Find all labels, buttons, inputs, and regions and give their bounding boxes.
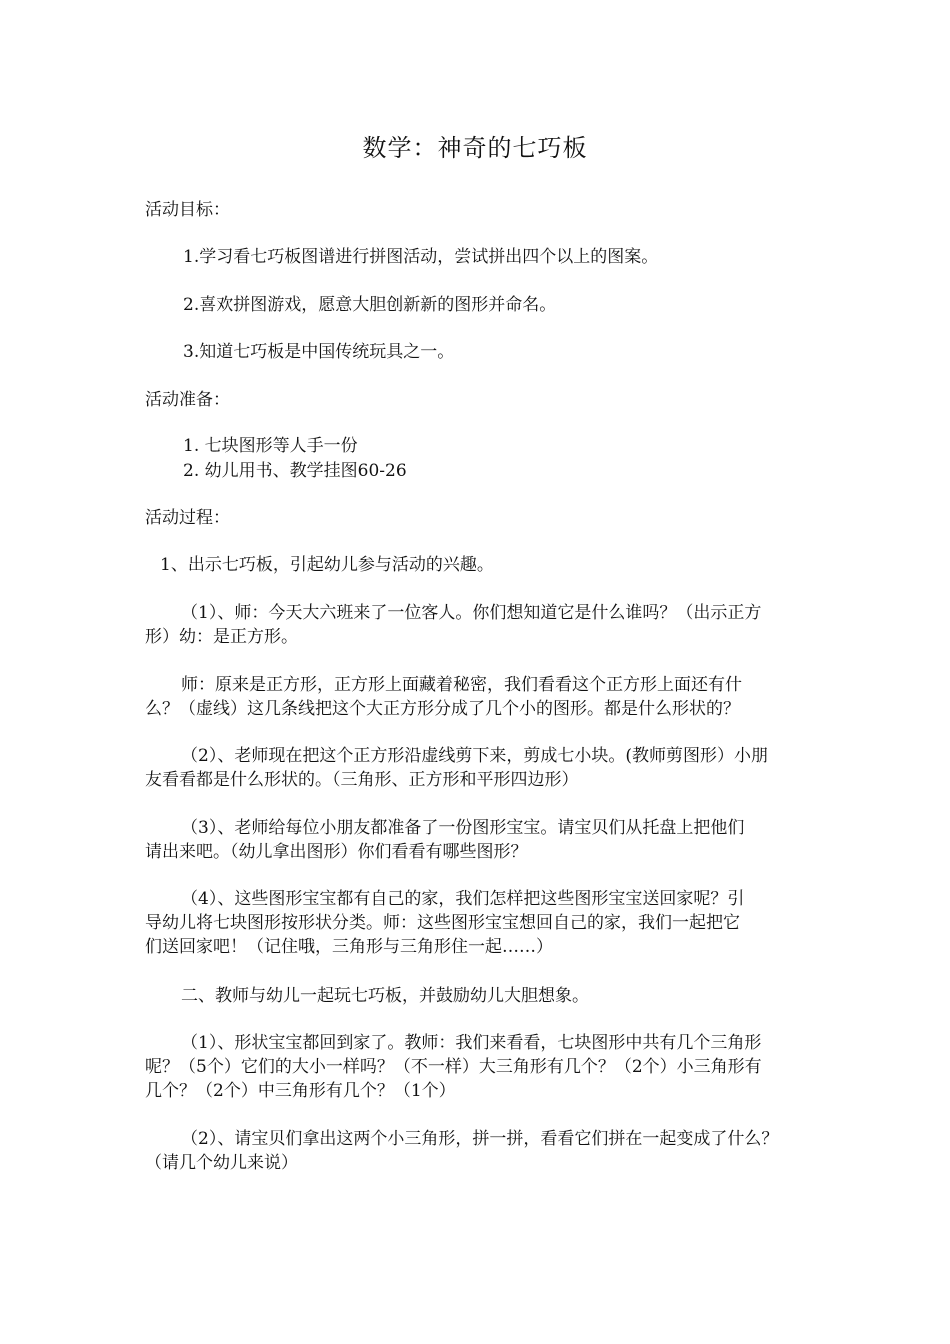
paragraph-4-line-2: 请出来吧。（幼儿拿出图形）你们看看有哪些图形？: [145, 842, 528, 862]
goal-item-2: 2.喜欢拼图游戏，愿意大胆创新新的图形并命名。: [183, 295, 557, 315]
process-heading: 活动过程：: [145, 508, 230, 528]
paragraph-6-line-2: 呢？（5个）它们的大小一样吗？（不一样）大三角形有几个？（2个）小三角形有: [145, 1057, 762, 1077]
paragraph-5-line-1: （4）、这些图形宝宝都有自己的家，我们怎样把这些图形宝宝送回家呢？引: [181, 889, 745, 909]
prep-heading: 活动准备：: [145, 390, 230, 410]
prep-item-1: 1. 七块图形等人手一份: [183, 436, 358, 456]
paragraph-7: [145, 1127, 817, 1175]
step-2-heading: 二、教师与幼儿一起玩七巧板，并鼓励幼儿大胆想象。: [181, 986, 589, 1006]
paragraph-7-line-1: （2）、请宝贝们拿出这两个小三角形，拼一拼，看看它们拼在一起变成了什么？: [181, 1129, 779, 1149]
paragraph-2-line-1: 师：原来是正方形，正方形上面藏着秘密，我们看看这个正方形上面还有什: [181, 675, 742, 695]
document-title: 数学：神奇的七巧板: [362, 134, 588, 162]
paragraph-6-line-1: （1）、形状宝宝都回到家了。教师：我们来看看，七块图形中共有几个三角形: [181, 1033, 762, 1053]
step-1-heading: 1、出示七巧板，引起幼儿参与活动的兴趣。: [160, 555, 494, 575]
paragraph-2-line-2: 么？（虚线）这几条线把这个大正方形分成了几个小的图形。都是什么形状的？: [145, 699, 740, 719]
paragraph-4: [145, 816, 817, 864]
paragraph-5-line-2: 导幼儿将七块图形按形状分类。师：这些图形宝宝想回自己的家，我们一起把它: [145, 913, 740, 933]
paragraph-5: [145, 887, 817, 959]
prep-item-2: 2. 幼儿用书、教学挂图60-26: [183, 461, 407, 481]
paragraph-3: [145, 744, 817, 792]
goal-item-1: 1.学习看七巧板图谱进行拼图活动，尝试拼出四个以上的图案。: [183, 247, 659, 267]
paragraph-3-line-1: （2）、老师现在把这个正方形沿虚线剪下来，剪成七小块。(教师剪图形）小朋: [181, 746, 768, 766]
paragraph-1-line-1: （1）、师：今天大六班来了一位客人。你们想知道它是什么谁吗？（出示正方: [181, 603, 762, 623]
paragraph-3-line-2: 友看看都是什么形状的。（三角形、正方形和平形四边形）: [145, 770, 579, 790]
paragraph-5-line-3: 们送回家吧！（记住哦，三角形与三角形住一起……）: [145, 937, 553, 957]
goals-heading: 活动目标：: [145, 200, 230, 220]
paragraph-1: [145, 601, 817, 649]
paragraph-6-line-3: 几个？（2个）中三角形有几个？（1个）: [145, 1081, 456, 1101]
paragraph-1-line-2: 形）幼：是正方形。: [145, 627, 298, 647]
paragraph-6: [145, 1031, 817, 1103]
paragraph-7-line-2: （请几个幼儿来说）: [145, 1153, 298, 1173]
paragraph-4-line-1: （3）、老师给每位小朋友都准备了一份图形宝宝。请宝贝们从托盘上把他们: [181, 818, 745, 838]
paragraph-2: [145, 673, 817, 721]
goal-item-3: 3.知道七巧板是中国传统玩具之一。: [183, 342, 455, 362]
